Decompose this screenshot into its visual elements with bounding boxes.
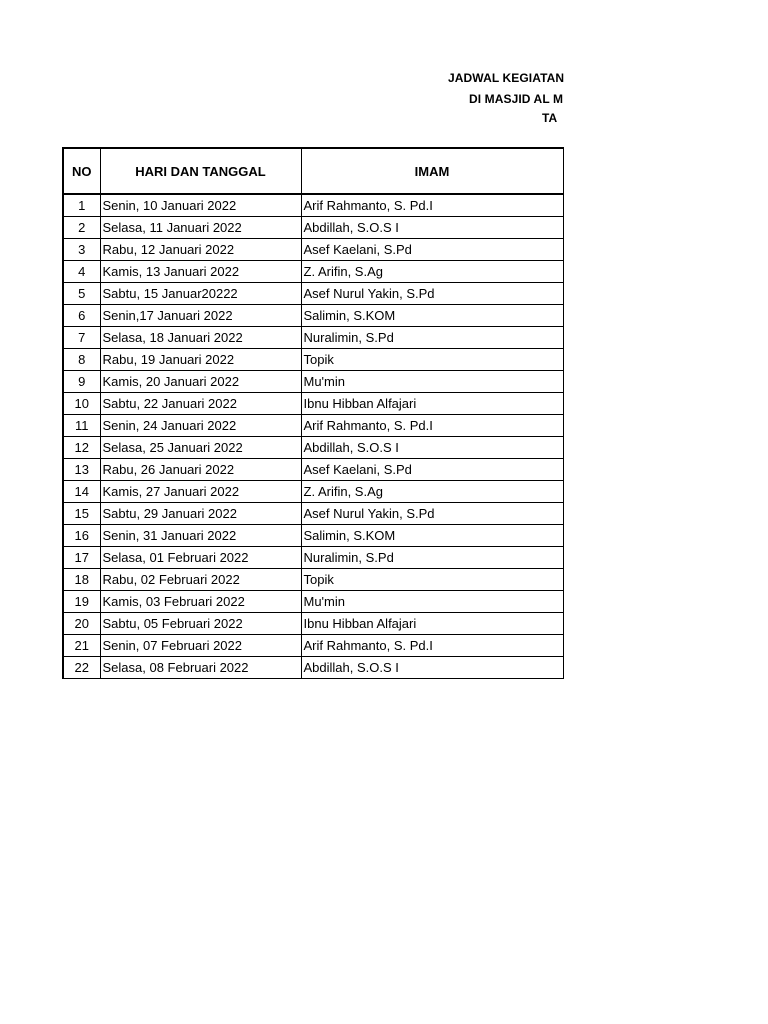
- cell-imam: Abdillah, S.O.S I: [301, 217, 563, 239]
- cell-imam: Salimin, S.KOM: [301, 525, 563, 547]
- cell-date: Rabu, 19 Januari 2022: [100, 349, 301, 371]
- cell-no: 22: [63, 657, 100, 679]
- cell-date: Selasa, 25 Januari 2022: [100, 437, 301, 459]
- table-row: [63, 239, 563, 261]
- cell-date: Senin,17 Januari 2022: [100, 305, 301, 327]
- cell-imam: Asef Kaelani, S.Pd: [301, 459, 563, 481]
- cell-no: 12: [63, 437, 100, 459]
- cell-imam: Z. Arifin, S.Ag: [301, 481, 563, 503]
- table-row: [63, 217, 563, 239]
- cell-no: 10: [63, 393, 100, 415]
- cell-imam: Ibnu Hibban Alfajari: [301, 393, 563, 415]
- cell-no: 7: [63, 327, 100, 349]
- cell-imam: Abdillah, S.O.S I: [301, 437, 563, 459]
- table-row: [63, 415, 563, 437]
- cell-no: 13: [63, 459, 100, 481]
- cell-imam: Z. Arifin, S.Ag: [301, 261, 563, 283]
- cell-date: Selasa, 18 Januari 2022: [100, 327, 301, 349]
- table-row: [63, 525, 563, 547]
- cell-date: Selasa, 01 Februari 2022: [100, 547, 301, 569]
- cell-no: 6: [63, 305, 100, 327]
- cell-no: 4: [63, 261, 100, 283]
- table-row: [63, 635, 563, 657]
- cell-date: Senin, 31 Januari 2022: [100, 525, 301, 547]
- cell-imam: Nuralimin, S.Pd: [301, 547, 563, 569]
- header-date: HARI DAN TANGGAL: [100, 148, 301, 194]
- cell-no: 2: [63, 217, 100, 239]
- cell-imam: Mu'min: [301, 371, 563, 393]
- cell-no: 14: [63, 481, 100, 503]
- cell-no: 21: [63, 635, 100, 657]
- cell-imam: Ibnu Hibban Alfajari: [301, 613, 563, 635]
- table-row: [63, 657, 563, 679]
- cell-date: Senin, 10 Januari 2022: [100, 194, 301, 217]
- cell-date: Sabtu, 29 Januari 2022: [100, 503, 301, 525]
- cell-imam: Abdillah, S.O.S I: [301, 657, 563, 679]
- document-title-line-1: JADWAL KEGIATAN: [448, 71, 565, 85]
- cell-no: 3: [63, 239, 100, 261]
- cell-imam: Asef Nurul Yakin, S.Pd: [301, 503, 563, 525]
- cell-imam: Topik: [301, 569, 563, 591]
- header-no: NO: [63, 148, 100, 194]
- cell-date: Kamis, 27 Januari 2022: [100, 481, 301, 503]
- table-row: [63, 459, 563, 481]
- cell-date: Kamis, 03 Februari 2022: [100, 591, 301, 613]
- cell-no: 20: [63, 613, 100, 635]
- table-row: [63, 547, 563, 569]
- document-title-line-3: TA: [542, 111, 558, 125]
- cell-no: 15: [63, 503, 100, 525]
- cell-date: Rabu, 12 Januari 2022: [100, 239, 301, 261]
- table-row: [63, 261, 563, 283]
- cell-no: 1: [63, 194, 100, 217]
- cell-imam: Asef Kaelani, S.Pd: [301, 239, 563, 261]
- cell-no: 5: [63, 283, 100, 305]
- schedule-table: [62, 147, 564, 679]
- cell-imam: Salimin, S.KOM: [301, 305, 563, 327]
- cell-date: Rabu, 02 Februari 2022: [100, 569, 301, 591]
- cell-imam: Arif Rahmanto, S. Pd.I: [301, 635, 563, 657]
- table-row: [63, 591, 563, 613]
- cell-no: 18: [63, 569, 100, 591]
- table-row: [63, 613, 563, 635]
- table-row: [63, 283, 563, 305]
- table-row: [63, 327, 563, 349]
- cell-date: Rabu, 26 Januari 2022: [100, 459, 301, 481]
- table-row: [63, 305, 563, 327]
- table-row: [63, 437, 563, 459]
- cell-date: Senin, 07 Februari 2022: [100, 635, 301, 657]
- table-header-row: [63, 148, 563, 194]
- cell-no: 16: [63, 525, 100, 547]
- cell-date: Kamis, 13 Januari 2022: [100, 261, 301, 283]
- cell-date: Sabtu, 05 Februari 2022: [100, 613, 301, 635]
- cell-imam: Topik: [301, 349, 563, 371]
- cell-date: Selasa, 08 Februari 2022: [100, 657, 301, 679]
- cell-imam: Nuralimin, S.Pd: [301, 327, 563, 349]
- cell-imam: Mu'min: [301, 591, 563, 613]
- table-row: [63, 481, 563, 503]
- cell-imam: Arif Rahmanto, S. Pd.I: [301, 415, 563, 437]
- cell-no: 17: [63, 547, 100, 569]
- table-body: [63, 194, 563, 679]
- table-row: [63, 393, 563, 415]
- table-row: [63, 503, 563, 525]
- cell-date: Kamis, 20 Januari 2022: [100, 371, 301, 393]
- cell-no: 19: [63, 591, 100, 613]
- cell-no: 9: [63, 371, 100, 393]
- table-row: [63, 569, 563, 591]
- table-row: [63, 371, 563, 393]
- cell-no: 8: [63, 349, 100, 371]
- header-imam: IMAM: [301, 148, 563, 194]
- cell-imam: Arif Rahmanto, S. Pd.I: [301, 194, 563, 217]
- cell-imam: Asef Nurul Yakin, S.Pd: [301, 283, 563, 305]
- cell-date: Sabtu, 22 Januari 2022: [100, 393, 301, 415]
- table-row: [63, 349, 563, 371]
- cell-no: 11: [63, 415, 100, 437]
- cell-date: Selasa, 11 Januari 2022: [100, 217, 301, 239]
- cell-date: Senin, 24 Januari 2022: [100, 415, 301, 437]
- cell-date: Sabtu, 15 Januar20222: [100, 283, 301, 305]
- document-title-line-2: DI MASJID AL M: [469, 92, 564, 106]
- table-row: [63, 194, 563, 217]
